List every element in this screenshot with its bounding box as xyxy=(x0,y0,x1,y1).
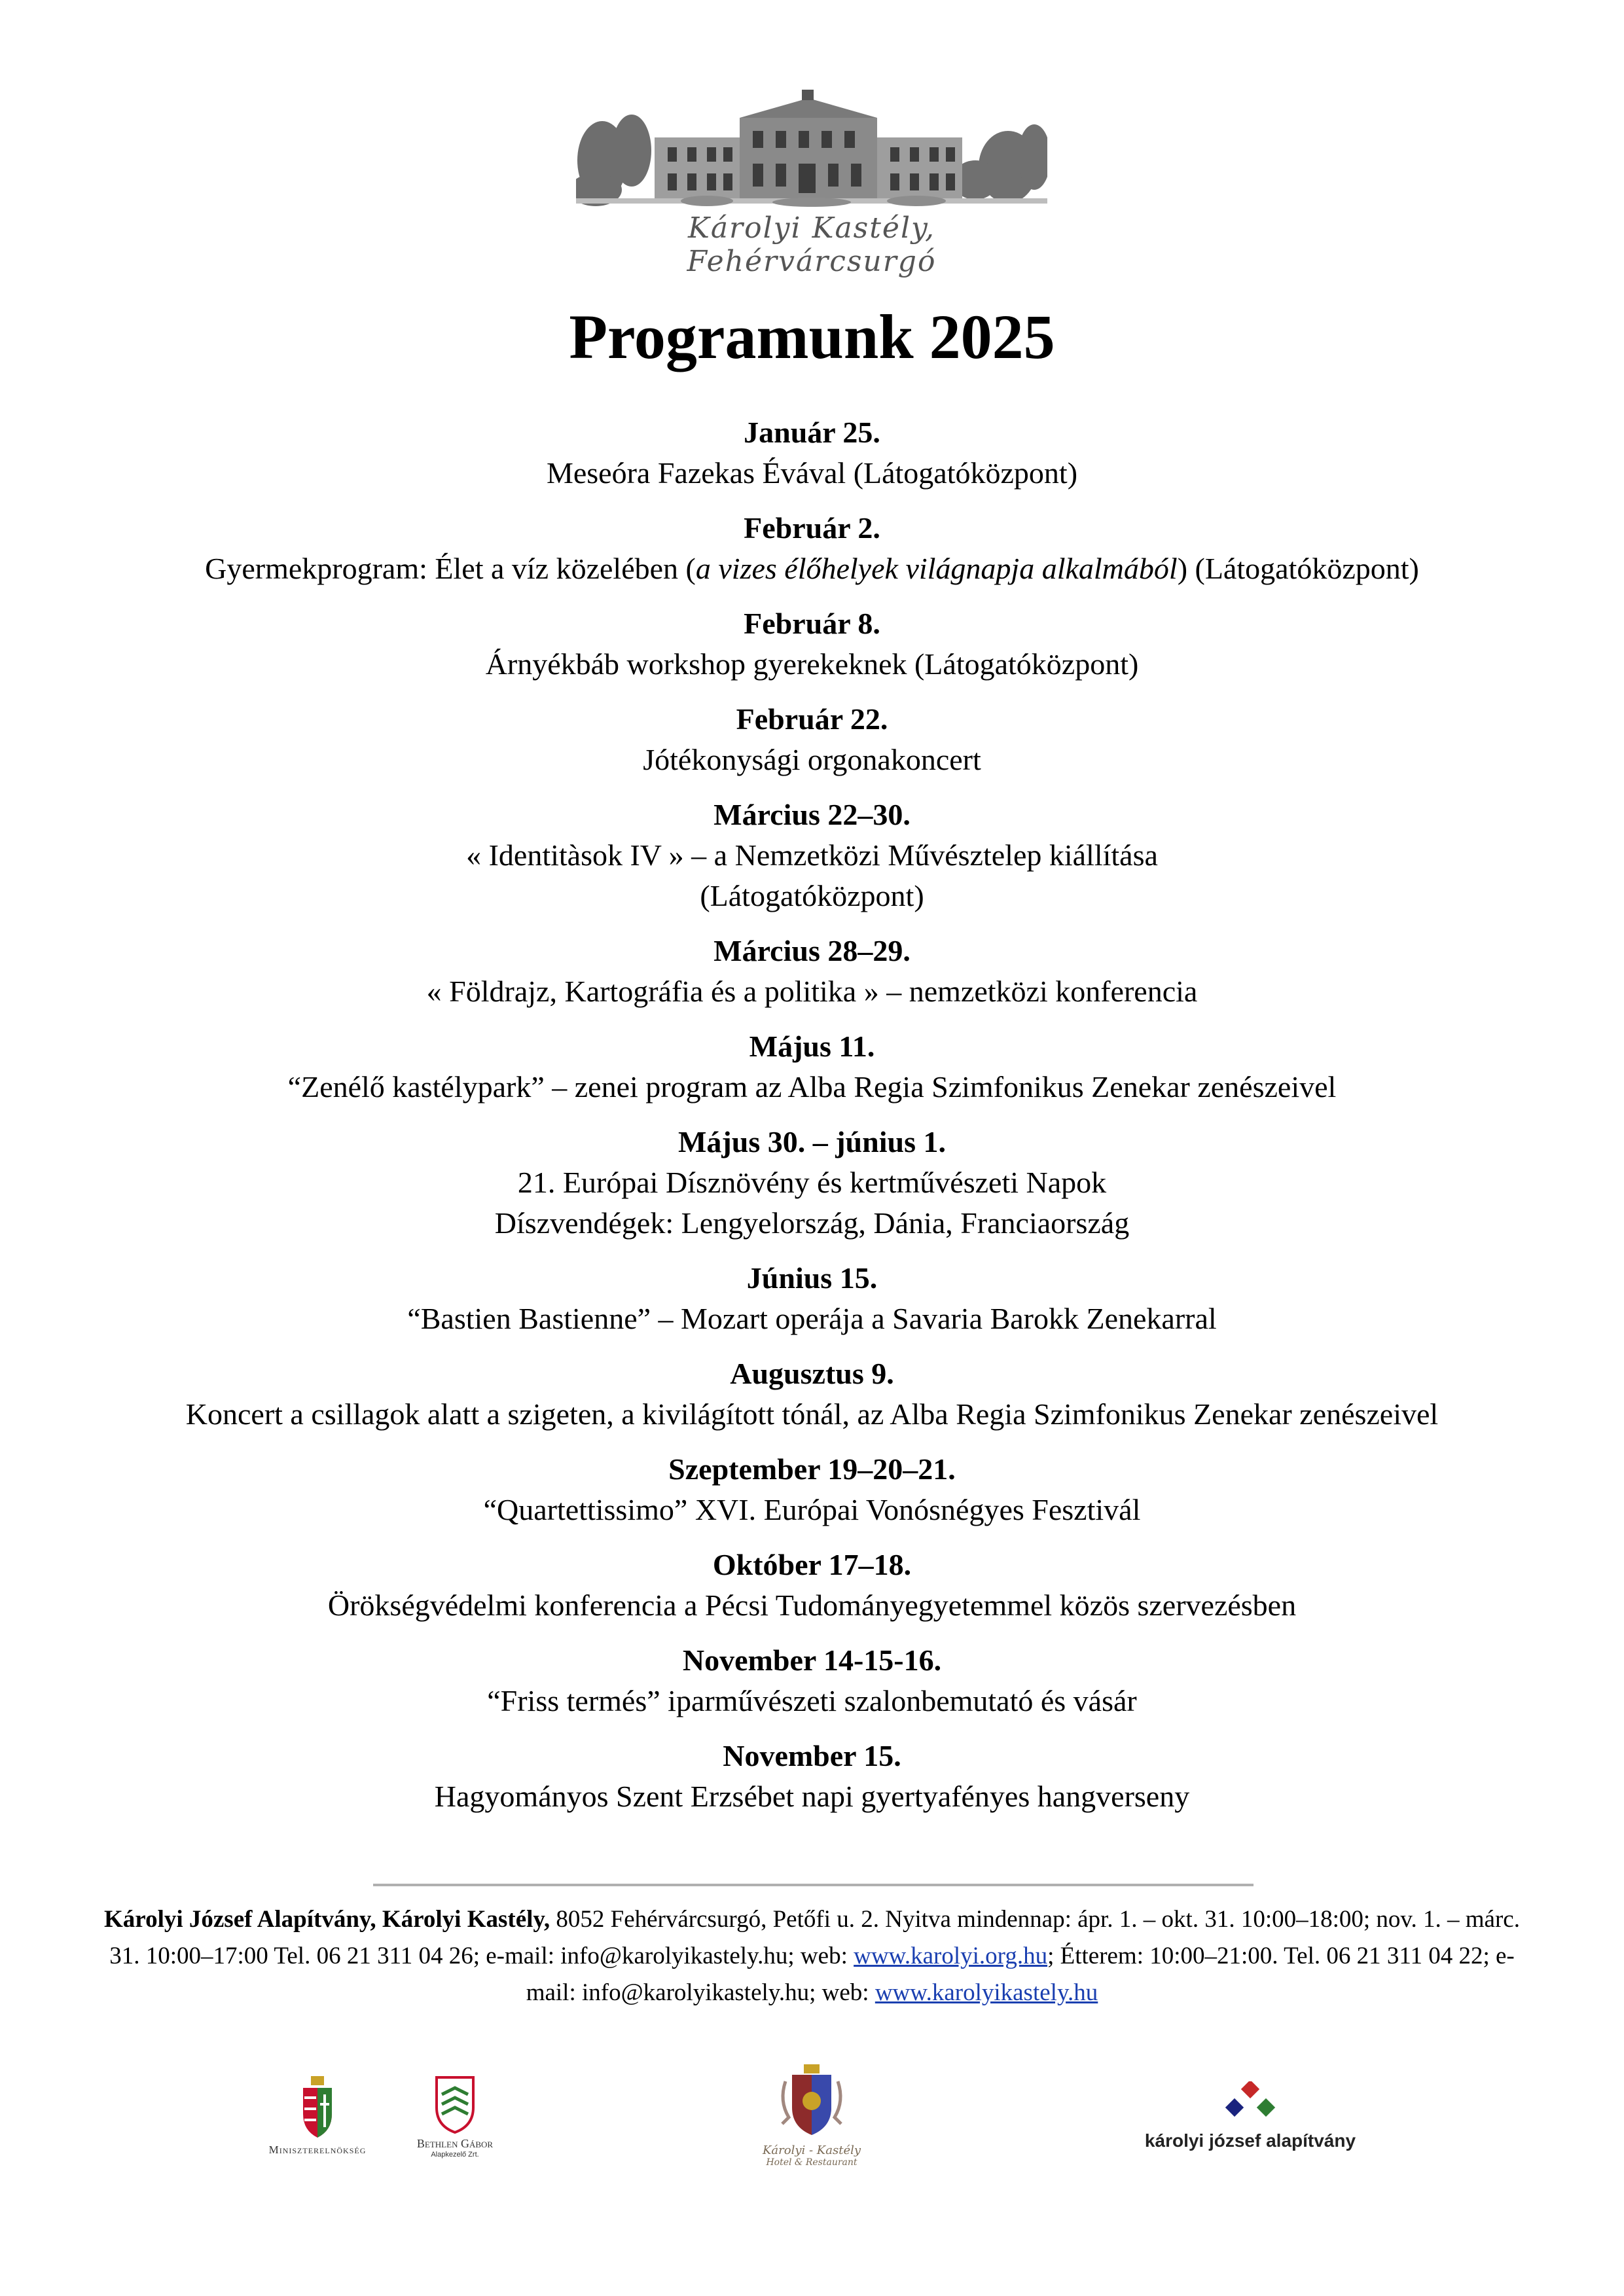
event-item xyxy=(79,508,1545,589)
ministry-label: Miniszterelnökség xyxy=(268,2144,367,2156)
website-link[interactable]: www.karolyi.org.hu xyxy=(854,1943,1048,1969)
restaurant-website-link[interactable]: www.karolyikastely.hu xyxy=(875,1979,1098,2006)
event-item xyxy=(79,1026,1545,1107)
event-item xyxy=(79,1258,1545,1339)
event-item xyxy=(79,1122,1545,1244)
event-item xyxy=(79,1354,1545,1435)
event-item xyxy=(79,1449,1545,1530)
event-item xyxy=(79,795,1545,916)
event-item xyxy=(79,1640,1545,1721)
event-description-italic: a vizes élőhelyek világnapja alkalmából xyxy=(695,552,1178,585)
castle-logo xyxy=(576,82,1047,278)
event-date: Január 25. xyxy=(744,416,880,449)
event-description: “Quartettissimo” XVI. Európai Vonósnégyes Fesztivál xyxy=(483,1493,1141,1526)
page-title: Programunk 2025 xyxy=(569,302,1055,372)
event-item xyxy=(79,1736,1545,1817)
event-description: “Bastien Bastienne” – Mozart operája a Savaria Barokk Zenekarral xyxy=(407,1302,1217,1335)
event-date: Február 22. xyxy=(736,702,888,736)
karolyi-hotel-label: Károlyi - Kastély xyxy=(762,2144,861,2157)
karolyi-hotel-logo xyxy=(740,2062,884,2168)
event-date: Június 15. xyxy=(746,1261,878,1295)
event-list xyxy=(79,412,1545,1831)
event-description: Hagyományos Szent Erzsébet napi gyertyafényes hangverseny xyxy=(434,1780,1190,1813)
event-date: Február 2. xyxy=(744,511,880,545)
event-description-part: Gyermekprogram: Élet a víz közelében ( xyxy=(205,552,696,585)
event-description xyxy=(79,548,1545,589)
event-date: Szeptember 19–20–21. xyxy=(668,1452,956,1486)
event-date: Március 28–29. xyxy=(713,934,911,967)
event-item xyxy=(79,699,1545,780)
event-item xyxy=(79,603,1545,685)
logo-script-text: Károlyi Kastély, Fehérvárcsurgó xyxy=(687,211,937,278)
bethlen-gabor-logo xyxy=(406,2075,504,2159)
foundation-label: károlyi józsef alapítvány xyxy=(1144,2130,1356,2151)
event-description-part: ) (Látogatóközpont) xyxy=(1177,552,1419,585)
event-item xyxy=(79,1545,1545,1626)
event-description: « Identitàsok IV » – a Nemzetközi Művésztelep kiállítása xyxy=(466,838,1158,872)
bethlen-shield-icon xyxy=(434,2075,476,2134)
event-description: Örökségvédelmi konferencia a Pécsi Tudományegyetemmel közös szervezésben xyxy=(327,1588,1297,1622)
footer-text: 8052 Fehérvárcsurgó, Petőfi u. 2. Nyitva mindennap: ápr. 1. – okt. 31. 10:00–18:00; nov. 1. – márc. 31. 10:00–17:00 Tel. 06 21 311 04 26; e-mail: info@karolyikastely.hu; web: xyxy=(109,1906,1520,1969)
sponsor-logos xyxy=(0,2075,1624,2206)
event-date: Augusztus 9. xyxy=(730,1357,894,1390)
footer-org-name: Károlyi József Alapítvány, Károlyi Kastély, xyxy=(104,1906,550,1933)
footer-text: ; Étterem: 10:00–21:00. Tel. 06 21 311 04 22; e-mail: info@karolyikastely.hu; web: xyxy=(526,1943,1515,2006)
event-description: Árnyékbáb workshop gyerekeknek (Látogatóközpont) xyxy=(485,647,1139,681)
karolyi-hotel-sublabel: Hotel & Restaurant xyxy=(766,2157,857,2168)
bethlen-sublabel: Alapkezelő Zrt. xyxy=(431,2151,479,2159)
event-date: Október 17–18. xyxy=(712,1548,912,1581)
event-description: Jótékonysági orgonakoncert xyxy=(643,743,981,776)
hungarian-coat-of-arms-icon xyxy=(298,2075,337,2140)
event-description: « Földrajz, Kartográfia és a politika » – nemzetközi konferencia xyxy=(426,975,1198,1008)
karolyi-crest-icon xyxy=(772,2062,851,2140)
event-item xyxy=(79,412,1545,493)
event-description: Meseóra Fazekas Évával (Látogatóközpont) xyxy=(546,456,1078,490)
event-date: November 15. xyxy=(723,1739,901,1772)
event-description: Koncert a csillagok alatt a szigeten, a kivilágított tónál, az Alba Regia Szimfonikus Zenekar zenészeivel xyxy=(185,1397,1439,1431)
event-date: Május 30. – június 1. xyxy=(678,1125,946,1158)
bethlen-label: Bethlen Gábor xyxy=(416,2137,494,2150)
event-date: Február 8. xyxy=(744,607,880,640)
event-date: Március 22–30. xyxy=(713,798,911,831)
footer-divider xyxy=(373,1884,1254,1886)
event-date: November 14-15-16. xyxy=(682,1643,942,1677)
ministry-logo xyxy=(249,2075,386,2157)
event-description: 21. Európai Dísznövény és kertművészeti Napok xyxy=(517,1166,1107,1199)
event-description: Díszvendégek: Lengyelország, Dánia, Franciaország xyxy=(494,1206,1130,1240)
event-item xyxy=(79,931,1545,1012)
karolyi-foundation-logo xyxy=(1126,2081,1375,2151)
event-date: Május 11. xyxy=(749,1030,875,1063)
event-description: “Zenélő kastélypark” – zenei program az Alba Regia Szimfonikus Zenekar zenészeivel xyxy=(287,1070,1337,1103)
event-description: “Friss termés” iparművészeti szalonbemutató és vásár xyxy=(487,1684,1137,1717)
footer-contact xyxy=(92,1901,1532,2011)
foundation-diamonds-icon xyxy=(1218,2081,1283,2127)
event-description: (Látogatóközpont) xyxy=(700,879,924,912)
